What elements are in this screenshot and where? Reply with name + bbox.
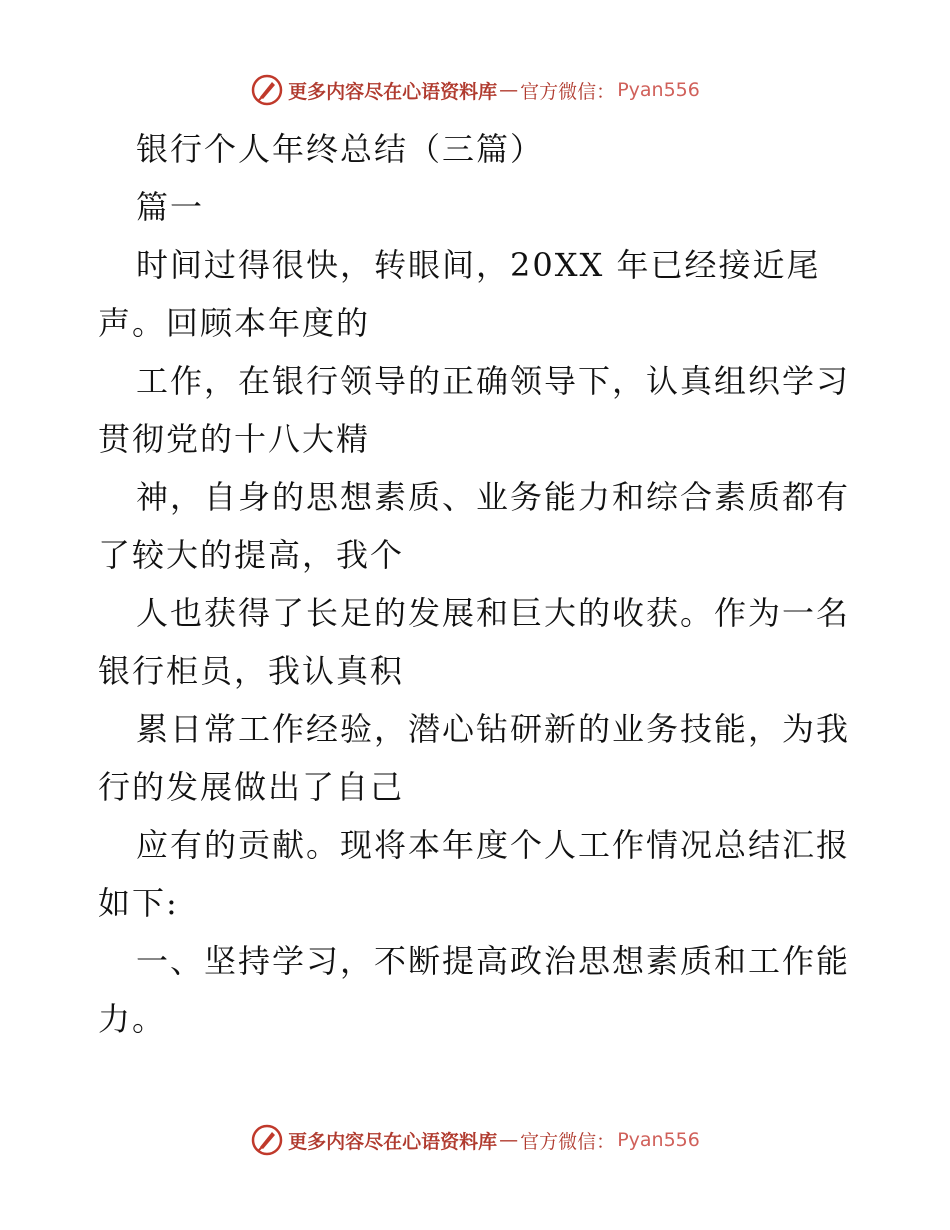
footer-brand: 更多内容尽在心语资料库	[288, 1130, 498, 1153]
doc-line: 应有的贡献。现将本年度个人工作情况总结汇报	[136, 826, 851, 864]
doc-line: 一、坚持学习，不断提高政治思想素质和工作能	[136, 942, 851, 980]
header-account-label: 官方微信：	[520, 80, 616, 103]
doc-line: 累日常工作经验，潜心钻研新的业务技能，为我	[136, 710, 851, 748]
doc-line: 贯彻党的十八大精	[98, 420, 371, 458]
doc-line: 力。	[98, 1000, 167, 1038]
doc-line: 工作，在银行领导的正确领导下，认真组织学习	[136, 362, 851, 400]
doc-line: 神，自身的思想素质、业务能力和综合素质都有	[136, 478, 851, 516]
footer-banner	[0, 1122, 950, 1158]
header-handle: Pyan556	[617, 79, 700, 101]
footer-separator: —	[499, 1129, 519, 1151]
footer-handle: Pyan556	[617, 1129, 700, 1151]
doc-line: 银行个人年终总结（三篇）	[136, 130, 545, 168]
document-body	[98, 120, 858, 1048]
doc-line: 人也获得了长足的发展和巨大的收获。作为一名	[136, 594, 851, 632]
quill-logo-icon	[250, 1123, 284, 1157]
header-brand: 更多内容尽在心语资料库	[288, 80, 498, 103]
quill-logo-icon	[250, 73, 284, 107]
header-separator: —	[499, 79, 519, 101]
doc-line: 行的发展做出了自己	[98, 768, 405, 806]
doc-line: 篇一	[136, 188, 205, 226]
footer-account-label: 官方微信：	[520, 1130, 616, 1153]
doc-line: 了较大的提高，我个	[98, 536, 405, 574]
doc-line: 声。回顾本年度的	[98, 304, 371, 342]
doc-line: 银行柜员，我认真积	[98, 652, 405, 690]
doc-line: 时间过得很快，转眼间，20XX 年已经接近尾	[136, 246, 821, 284]
doc-line: 如下:	[98, 884, 179, 922]
header-banner	[0, 72, 950, 108]
